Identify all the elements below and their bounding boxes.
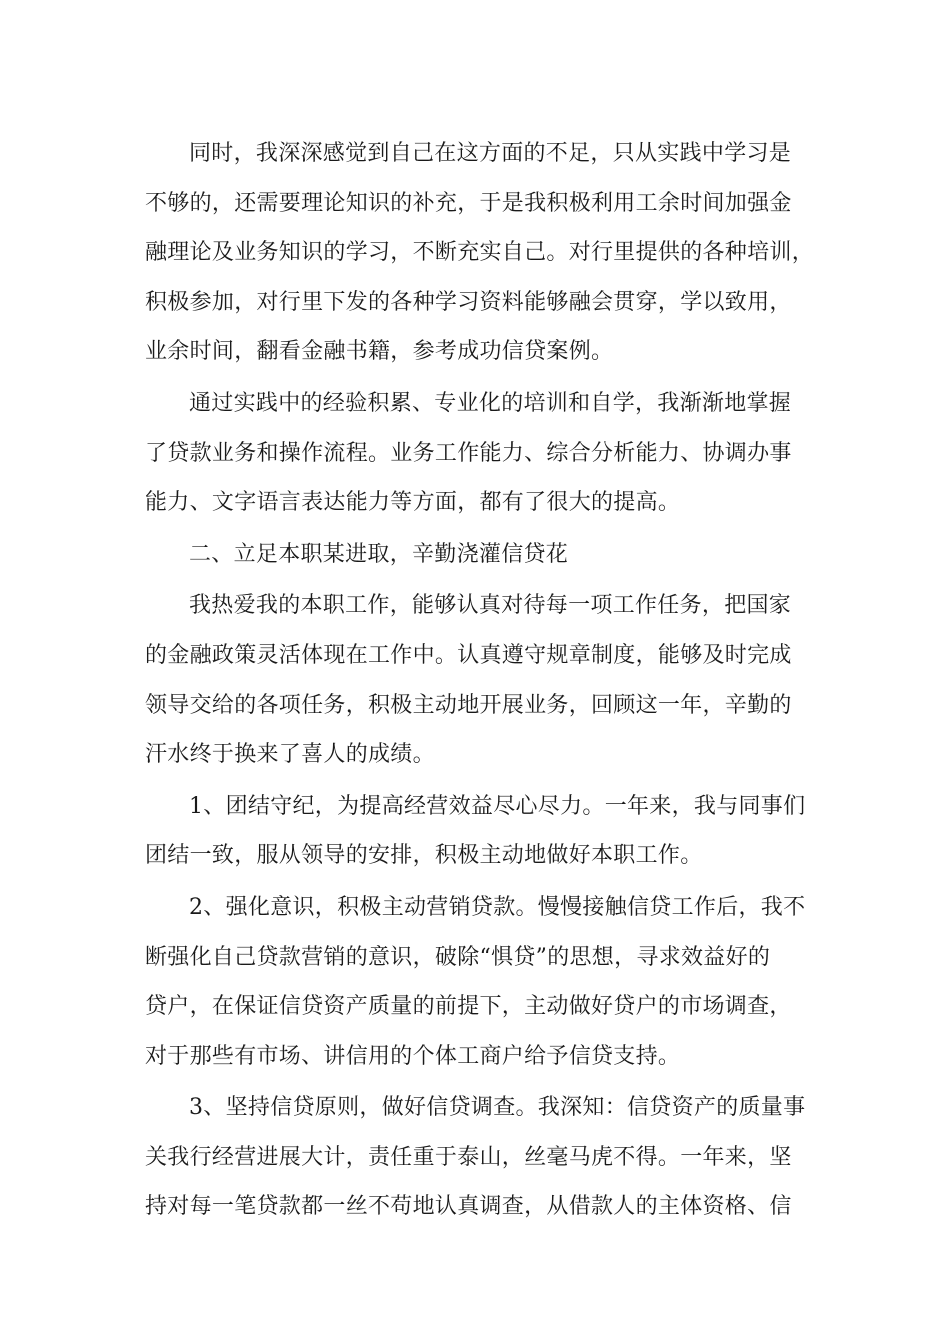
section-heading	[145, 530, 825, 580]
text-line: 融理论及业务知识的学习，不断充实自己。对行里提供的各种培训，	[145, 240, 815, 266]
text-line: 同时，我深深感觉到自己在这方面的不足，只从实践中学习是	[189, 141, 792, 166]
paragraph-1	[145, 129, 825, 377]
text-line: 领导交给的各项任务，积极主动地开展业务，回顾这一年，辛勤的	[145, 692, 792, 718]
text-line: 团结一致，服从领导的安排，积极主动地做好本职工作。	[145, 843, 703, 869]
text-line: 对于那些有市场、讲信用的个体工商户给予信贷支持。	[145, 1043, 681, 1069]
text-line: 2、强化意识，积极主动营销贷款。慢慢接触信贷工作后，我不	[189, 894, 806, 920]
text-line: 持对每一笔贷款都一丝不苟地认真调查，从借款人的主体资格、信	[145, 1194, 792, 1220]
text-line: 断强化自己贷款营销的意识，破除“惧贷”的思想，寻求效益好的	[145, 944, 771, 970]
paragraph-3	[145, 581, 825, 779]
text-line: 积极参加，对行里下发的各种学习资料能够融会贯穿，学以致用，	[145, 289, 792, 315]
text-line: 二、立足本职某进取，辛勤浇灌信贷花	[189, 541, 569, 567]
text-line: 汗水终于换来了喜人的成绩。	[145, 742, 435, 768]
text-line: 不够的，还需要理论知识的补充，于是我积极利用工余时间加强金	[145, 190, 792, 216]
text-line: 贷户，在保证信贷资产质量的前提下，主动做好贷户的市场调查，	[145, 994, 792, 1020]
paragraph-item-2	[145, 883, 825, 1081]
text-line: 3、坚持信贷原则，做好信贷调查。我深知：信贷资产的质量事	[189, 1095, 806, 1121]
text-line: 我热爱我的本职工作，能够认真对待每一项工作任务，把国家	[189, 593, 792, 619]
paragraph-item-1	[145, 782, 825, 881]
text-line: 了贷款业务和操作流程。业务工作能力、综合分析能力、协调办事	[145, 440, 792, 466]
text-line: 的金融政策灵活体现在工作中。认真遵守规章制度，能够及时完成	[145, 642, 792, 668]
paragraph-2	[145, 379, 825, 528]
paragraph-item-3	[145, 1083, 825, 1232]
document-body	[145, 129, 825, 1234]
text-line: 能力、文字语言表达能力等方面，都有了很大的提高。	[145, 490, 681, 516]
text-line: 业余时间，翻看金融书籍，参考成功信贷案例。	[145, 339, 614, 365]
text-line: 1、团结守纪，为提高经营效益尽心尽力。一年来，我与同事们	[189, 793, 806, 819]
text-line: 关我行经营进展大计，责任重于泰山，丝毫马虎不得。一年来，坚	[145, 1144, 792, 1170]
text-line: 通过实践中的经验积累、专业化的培训和自学，我渐渐地掌握	[189, 390, 792, 416]
